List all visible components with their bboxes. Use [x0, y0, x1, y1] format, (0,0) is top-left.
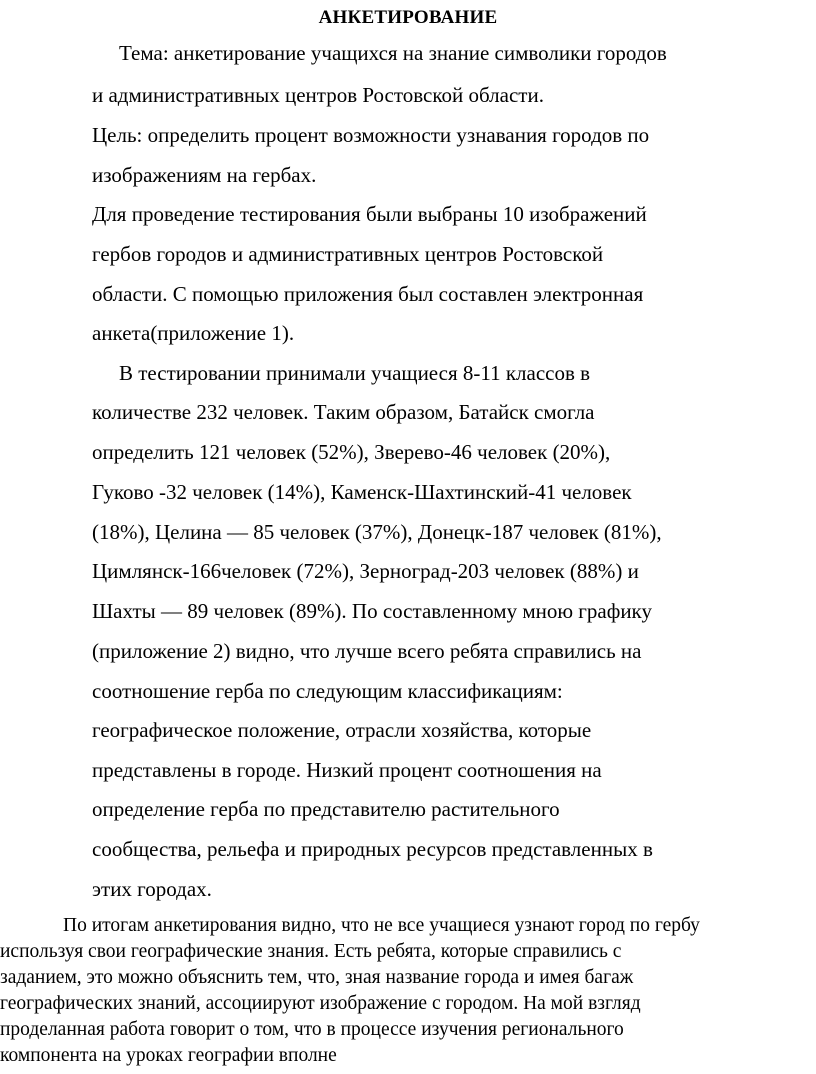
text-line: географическое положение, отрасли хозяйства, которые [92, 718, 592, 742]
bottom-paragraph-line: проделанная работа говорит о том, что в процессе изучения регионального [0, 1019, 624, 1040]
text-line: изображениям на гербах. [92, 163, 317, 187]
text-line: анкета(приложение 1). [92, 321, 295, 345]
bottom-paragraph-line: По итогам анкетирования видно, что не все учащиеся узнают город по гербу [63, 915, 700, 936]
text-line: гербов городов и административных центров Ростовской [92, 242, 604, 266]
text-line: области. С помощью приложения был составлен электронная [92, 282, 644, 306]
text-line: (приложение 2) видно, что лучше всего ребята справились на [92, 639, 642, 663]
text-line: Тема: анкетирование учащихся на знание символики городов [119, 41, 667, 65]
page-title: АНКЕТИРОВАНИЕ [318, 7, 498, 28]
text-line: Цель: определить процент возможности узнавания городов по [92, 123, 650, 147]
text-line: Для проведение тестирования были выбраны 10 изображений [92, 202, 647, 226]
text-line: этих городах. [92, 877, 212, 901]
text-line: определить 121 человек (52%), Зверево-46 человек (20%), [92, 440, 611, 464]
text-line: В тестировании принимали учащиеся 8-11 классов в [119, 361, 591, 385]
text-line: определение герба по представителю растительного [92, 797, 560, 821]
text-line: Шахты — 89 человек (89%). По составленному мною графику [92, 599, 652, 623]
text-line: количестве 232 человек. Таким образом, Батайск смогла [92, 400, 595, 424]
text-line: сообщества, рельефа и природных ресурсов представленных в [92, 837, 653, 861]
bottom-paragraph-line: используя свои географические знания. Есть ребята, которые справились с [0, 941, 622, 962]
text-line: (18%), Целина — 85 человек (37%), Донецк-187 человек (81%), [92, 520, 662, 544]
text-line: представлены в городе. Низкий процент соотношения на [92, 758, 602, 782]
bottom-paragraph-line: компонента на уроках географии вполне [0, 1045, 337, 1066]
text-line: Гуково -32 человек (14%), Каменск-Шахтинский-41 человек [92, 480, 632, 504]
text-line: соотношение герба по следующим классификациям: [92, 679, 563, 703]
text-line: Цимлянск-166человек (72%), Зерноград-203 человек (88%) и [92, 559, 639, 583]
text-line: и административных центров Ростовской области. [92, 83, 544, 107]
bottom-paragraph-line: заданием, это можно объяснить тем, что, зная название города и имея багаж [0, 967, 634, 988]
bottom-paragraph-line: географических знаний, ассоциируют изображение с городом. На мой взгляд [0, 993, 641, 1014]
